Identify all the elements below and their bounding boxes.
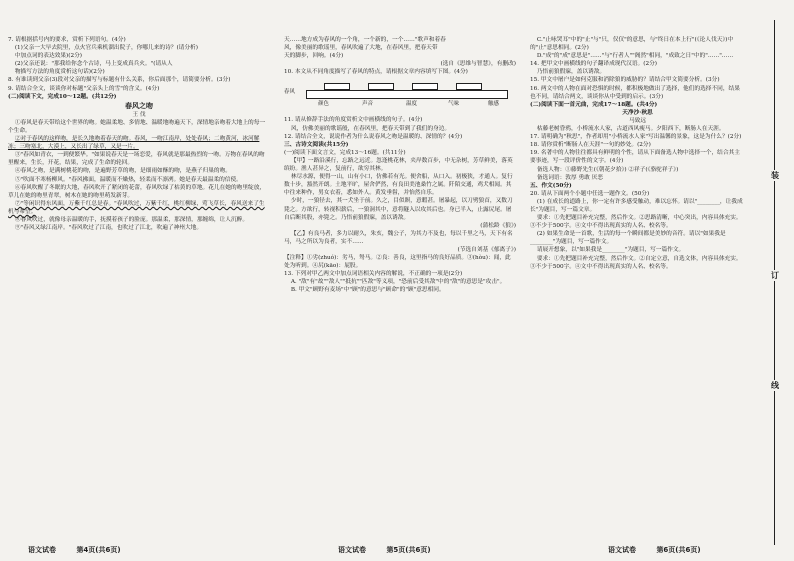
q14-sentence: 乃悟前狼假寐，盖以诱敌。 (536, 69, 606, 76)
q8: 8. 有谁读到父亲(3)段对父亲的描写与标题有什么关系，你后面那个，请简要分析。(3分) (8, 77, 231, 84)
article-source: (选自《思维与智慧》，有删改) (440, 61, 516, 68)
q13-option-d: D."成"的"成"意思是"……"与"行者人""阁然"相同，"成致之日"中的"……"…… (536, 53, 734, 60)
q14: 14. 把甲文中画横线的句子翻译成现代汉语。(2分) (530, 61, 657, 68)
paragraph-2: ②对于春风的这样吻，是长久地吻着春天的吻。春风，一吻江南岸，处处春风；二吻黄河，冰河解冻；三吻塞北，大漠上，又长出了绿草，又是一片。 (8, 136, 260, 151)
footer-subject: 语文试卷 (28, 546, 56, 554)
jia-paragraph-1: 【甲】一路沿溪行，忘路之远近。忽逢桃花林，夹岸数百步，中无杂树，芳草鲜美，落英缤纷。渔人甚异之，复前行，欲穷其林。 (284, 157, 513, 173)
diagram-head: 春风 (284, 89, 296, 96)
diagram-box-2[interactable] (368, 83, 394, 90)
q17: 17. 请明确为"秋思"，作者却用"小桥流水人家"写出温馨的景象，这是为什么？(2分) (530, 134, 742, 141)
binding-char-3: 线 (768, 380, 782, 391)
diagram-box-1[interactable] (324, 83, 350, 90)
q19: 19. 名著中的人物往往都具有鲜明的个性，请从下面备选人物中选择一个，结合其主要事迹，写一段评价性的文字。(4分) (530, 150, 740, 165)
q10: 10. 本文从不同角度描写了春风的特点，请根据文章内容填写下图。(4分) (284, 69, 468, 76)
poem-author: 马致远 (628, 117, 647, 124)
q16: 16. 两文中的人物在面对恐惧的时候，都积极地做出了选择，他们的选择不同，结果也不同，请结合两文，谈谈你从中受到的启示。(3分) (530, 85, 740, 100)
top-line-3: 天的脚步，回响。(4分) (284, 53, 344, 60)
q7-2-cont: 物描写方法的角度赏析这句话)(2分) (14, 69, 105, 76)
q13-option-a: A. "敌"有"故""敌人""抵抗""匹敌"等义项，"恐前后受其敌"中的"敌"的意思是"攻击"。 (290, 279, 506, 286)
jia-paragraph-3: 少时，一狼径去，其一犬坐于前。久之，目似瞑，意暇甚。屠暴起，以刀劈狼首，又数刀毙之。方欲行，转视积薪后，一狼洞其中，意将隧入以攻其后也。身已半入，止露尻尾。屠自后断其股，亦毙之。乃悟前狼假寐，盖以诱敌。 (284, 198, 513, 221)
q7: 7. 请根据括号内的要求，赏析下列语句。(4分) (8, 37, 126, 43)
yi-source: (节选自刘基《郁离子》) (457, 246, 516, 253)
q7-1: (1)父亲一大早去院里，点火官兵乘机溜出院子，你哪儿来的诗？(请分析) (14, 45, 198, 52)
diagram-label-4: 气味 (448, 101, 460, 108)
paragraph-9: ⑨"春风又绿江南岸。"春风吹过了江南，也吹过了江北，吹遍了神州大地。 (14, 225, 203, 232)
q9: 9. 请结合全文，谈谈你对标题"父亲头上的雪"的含义。(4分) (8, 85, 160, 92)
footer-subject: 语文试卷 (338, 546, 366, 554)
top-line-1: 天……地方成为春风的一个角，一个新的，一个……"歌声和着春 (284, 37, 446, 43)
paragraph-5: ⑤"吹面不寒杨柳风。"春风拂面，温暖而不燥热，轻柔而不凛冽。她是春天最温柔的信使。 (14, 176, 242, 183)
footer-page: 第4页(共6页) (76, 546, 121, 554)
q10-diagram (284, 78, 516, 114)
section-3-heading: 三、古诗文阅读(共15分) (284, 141, 349, 148)
footer-page: 第5页(共6页) (386, 546, 431, 554)
footer-page: 第6页(共6页) (656, 546, 701, 554)
q11: 11. 请从修辞手法的角度赏析文中画横线的句子。(4分) (284, 117, 423, 124)
footer-subject: 语文试卷 (608, 546, 636, 554)
section-5-heading: 五、作文(50分) (530, 182, 572, 189)
page-5-footer (338, 545, 449, 555)
diagram-label-2: 声音 (362, 101, 374, 108)
section-2-heading: (二)阅读下文，完成10～12题。(共12分) (8, 93, 117, 100)
q19-words: 备选词语：敦厚 勇敢 厌恶 (536, 174, 604, 181)
q20-requirements-2: 要求：①先把题目补充完整，然后作文。②自定立意，自选文体，内容具体充实。③不少于500字。④文中不得出现真实的人名、校名等。 (530, 255, 742, 270)
q7-1-cont: 中加点词的表达效果)(2分) (14, 53, 82, 60)
paragraph-8: ⑧春风吹过，就像母亲温暖的手，抚摸着孩子的脸庞。那温柔，那深情，那缠绵，让人沉醉。 (14, 216, 249, 223)
top-line-2: 风，像美丽的歌谣里，春风吹遍了大地，在春风里，把春天带 (284, 45, 438, 52)
article-author: 王 伐 (132, 111, 146, 118)
q20-option-2: (2) 如果生命是一首歌，生活的每一个瞬间都是美妙的音符。请以"如果我是________"为题目，写一篇作文。 (530, 231, 726, 246)
poem-title: 天净沙·秋思 (622, 109, 653, 116)
section-3-sub: (一)阅读下面文言文，完成13～16题。(共11分) (284, 149, 406, 156)
yi-paragraph: 【乙】有良马者，多力以耐久，朱亥，魏公子，为其力不及也，每以千里之马，天下有名马，马之所以为良者，实不…… (284, 230, 513, 245)
page-6-column (530, 36, 745, 541)
notes: 【注释】①劣(zhuó)：劣马，驽马。②良：善良，这里指马的良好品质。③(hòu)：闻，此处为听到。④尻(kāo)：屁股。 (284, 255, 511, 270)
diagram-box-4[interactable] (456, 83, 482, 90)
q18: 18. 请你赏析"断肠人在天涯"一句的妙处。(2分) (530, 142, 651, 149)
q15: 15. 甲文中屠户是如何克服和消除狼的威胁的？请结合甲文简要分析。(3分) (530, 77, 720, 84)
paragraph-3: ③"春风如青衣，一到便繁华。"如果说春天是一场恋爱，春风就是那最热烈的一吻。万物在春风的吻里醒来，生长，开花，结果，完成了生命的轮回。 (8, 152, 265, 167)
binding-margin (748, 20, 788, 545)
diagram-label-1: 颜色 (318, 101, 330, 108)
q12: 12. 请结合全文，说说作者为什么说春风之吻是温暖的、深情的？(4分) (284, 133, 463, 140)
q20-option-1: (1) 在成长的道路上，你一定有许多感受触动，难以忘怀。请以"________，让我成长"为题目，写一篇文章。 (530, 198, 743, 213)
paragraph-1: ①春风是春天带给这个世界的吻。她温柔地、多情地、温暖地吻遍天下，深情地亲吻着大地上的每一个生命。 (8, 119, 266, 134)
q20: 20. 请从下面两个小题中任选一题作文。(50分) (530, 190, 650, 197)
diagram-label-5: 触感 (488, 101, 500, 108)
diagram-box-3[interactable] (412, 83, 438, 90)
binding-char-1: 装 (768, 170, 782, 181)
q13-option-b: B. 甲文"顾野有麦场"中"顾"的意思与"顾命"的"顾"意思相同。 (290, 287, 445, 294)
diagram-bar (306, 90, 508, 99)
binding-char-2: 订 (768, 270, 782, 281)
q7-2: (2)父亲还说："那我给你念个古诗，马上变成真兵火。"(请从人 (14, 61, 173, 68)
poem-section-heading: (二)阅读下面一首元曲，完成17～18题。(共4分) (530, 101, 658, 108)
q13-option-c: C."止咏哭耳"中的"止"与"只，仅仅"的意思，与"终日在本上行"(《论人伐天》)中的"止"意思相同。(2分) (530, 37, 734, 52)
poem-text: 枯藤老树昏鸦，小桥流水人家，古道西风瘦马。夕阳西下，断肠人在天涯。 (536, 126, 725, 133)
jia-source: (蒲松龄《狼》) (480, 222, 516, 229)
page-4-column (8, 36, 270, 541)
paragraph-4: ④春风之吻，是满树桃花的吻，是遍野芳草的吻，是细雨如酥的吻，是燕子归巢的吻。 (14, 168, 231, 175)
page-5-column (284, 36, 516, 541)
q20-prompt-2: 请展开想象，以"如果我是________"为题目，写一篇作文。 (536, 247, 685, 254)
q13: 13. 下列对甲乙两文中加点词语相关内容的解说，不正确的一项是(2分) (284, 271, 463, 278)
paragraph-7: ⑦"等闲识得东风面，万紫千红总是春。"春风吹过，万紫千红，桃红柳绿，莺飞草长，春风送来了生机与希望。 (8, 200, 265, 215)
page-6-footer (608, 545, 719, 555)
diagram-label-3: 温度 (406, 101, 418, 108)
q11-sentence: 风，仿佛美丽的歌谣般，在春风里，把春天带到了我们的身边。 (290, 125, 451, 132)
article-title: 春风之吻 (125, 100, 153, 110)
jia-paragraph-2: 林尽水源，便得一山，山有小口，仿佛若有光。便舍船，从口入。初极狭，才通人。复行数十步，豁然开朗。土地平旷，屋舍俨然，有良田美池桑竹之属。阡陌交通，鸡犬相闻。其中往来种作，男女衣着，悉如外人。黄发垂髫，并怡然自乐。 (284, 174, 513, 197)
binding-line (774, 20, 775, 545)
q20-requirements-1: 要求：①先把题目补充完整，然后作文。②思路清晰，中心突出，内容具体充实。③不少于500字。④文中不得出现真实的人名、校名等。 (530, 215, 742, 230)
q19-options: 备选人物：①藤野先生(《朝花夕拾》) ②祥子(《骆驼祥子》) (536, 166, 679, 173)
paragraph-6: ⑥春风吹醒了冬眠的大地，春风吹开了紧闭的花蕾，春风吹绿了枯黄的草地。花儿在她的吻里绽放，草儿在她的吻里青翠，树木在她的吻里萌发新芽。 (8, 184, 266, 199)
page-4-footer (28, 545, 139, 555)
